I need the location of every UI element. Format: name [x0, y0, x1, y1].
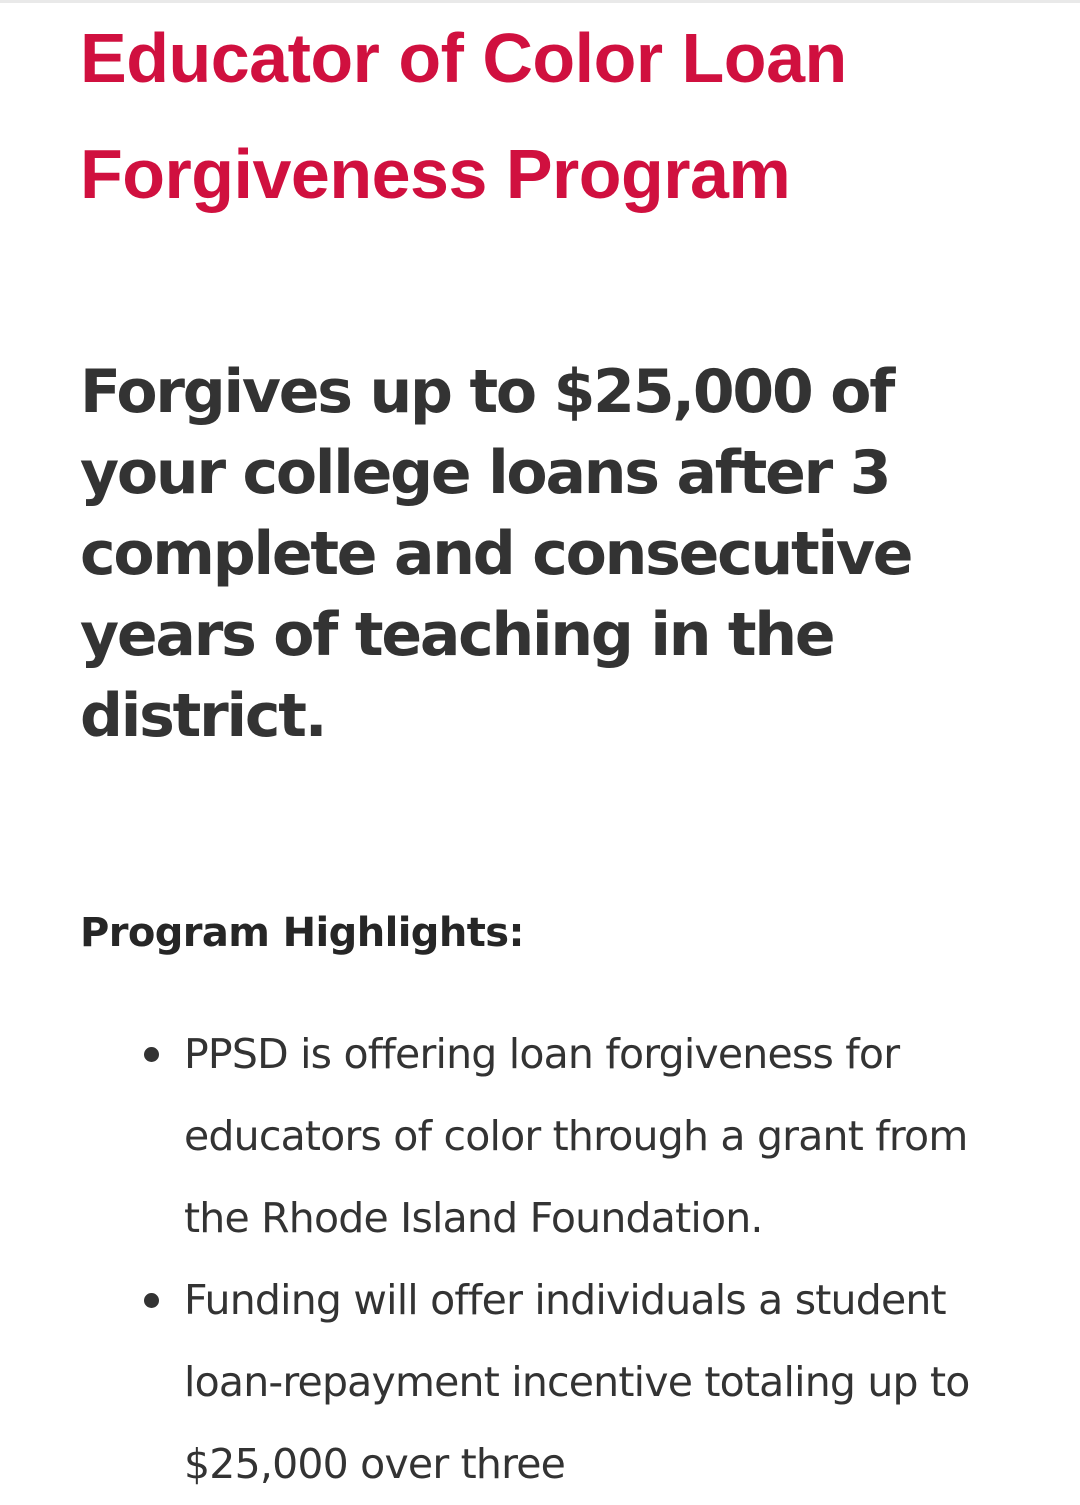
- bullet-icon: [144, 1293, 159, 1308]
- list-item: [184, 1013, 974, 1259]
- article-subheading: Forgives up to $25,000 of your college loans after 3 complete and consecutive years of teaching in the district.: [80, 357, 912, 751]
- page-title: Educator of Color Loan Forgiveness Program: [80, 19, 847, 213]
- list-item: [184, 1259, 974, 1505]
- highlights-heading: Program Highlights:: [80, 910, 524, 956]
- list-item-text: Funding will offer individuals a student loan-repayment incentive totaling up to $25,000 over three: [184, 1276, 970, 1488]
- bullet-icon: [144, 1047, 159, 1062]
- highlights-list: [80, 1013, 1020, 1505]
- list-item-text: PPSD is offering loan forgiveness for educators of color through a grant from the Rhode Island Foundation.: [184, 1030, 968, 1242]
- article-content: [80, 0, 1020, 1505]
